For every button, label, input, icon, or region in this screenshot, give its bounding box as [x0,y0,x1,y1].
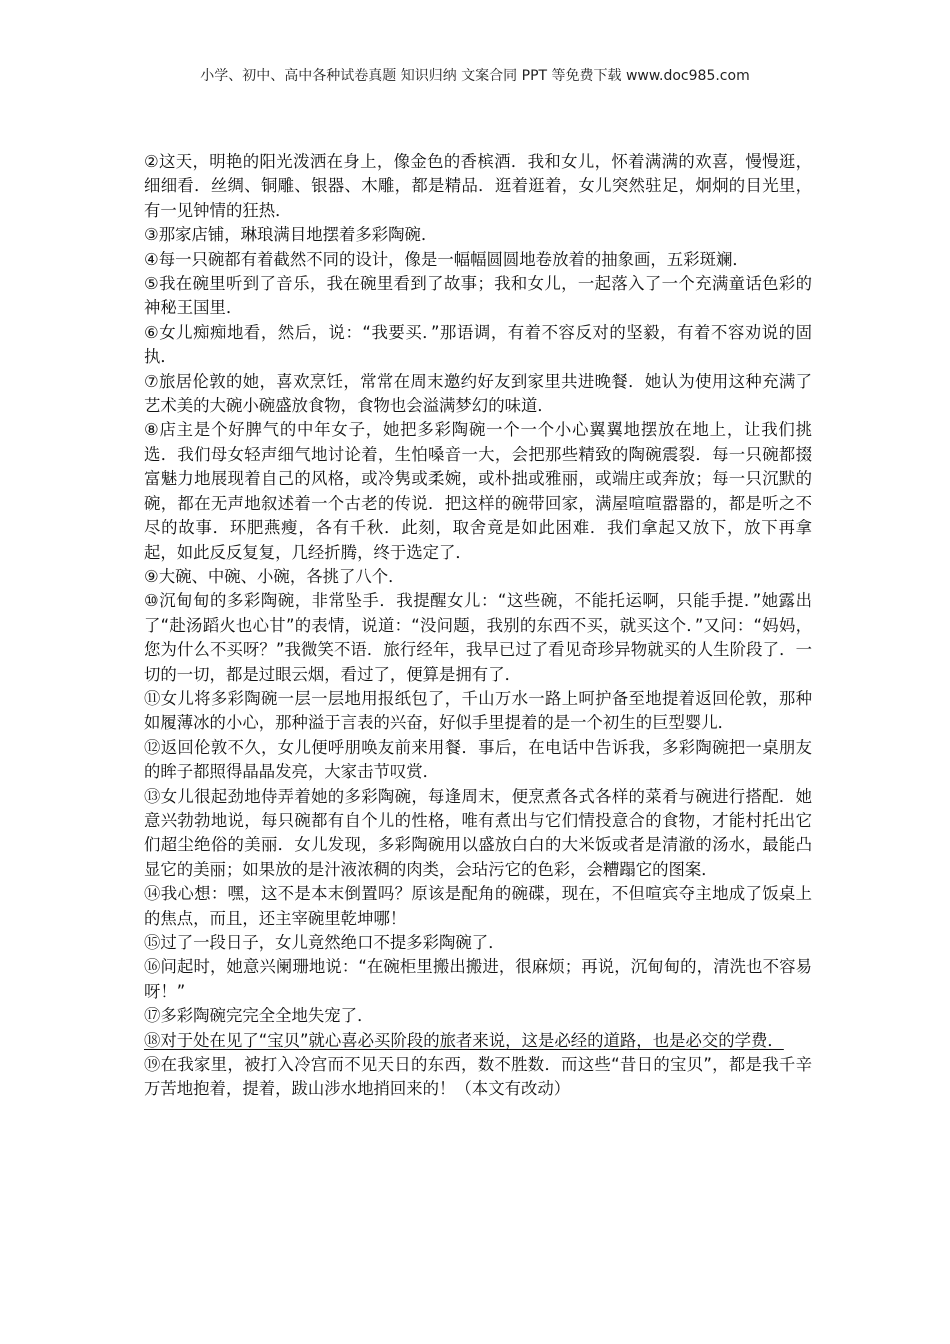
paragraph-16: ⑯问起时，她意兴阑珊地说：“在碗柜里搬出搬进，很麻烦；再说，沉甸甸的，清洗也不容易呀！” [144,957,812,1001]
paragraph-5: ⑤我在碗里听到了音乐，我在碗里看到了故事；我和女儿，一起落入了一个充满童话色彩的神秘王国里． [144,274,812,318]
paragraph-8: ⑧店主是个好脾气的中年女子，她把多彩陶碗一个一个小心翼翼地摆放在地上，让我们挑选．我们母女轻声细气地讨论着，生怕嗓音一大，会把那些精致的陶碗震裂．每一只碗都掇富魅力地展现着自己的风格，或冷隽或柔婉，或朴拙或雅丽，或端庄或奔放；每一只沉默的碗，都在无声地叙述着一个古老的传说．把这样的碗带回家，满屋喧喧嚣嚣的，都是听之不尽的故事．环肥燕瘦，各有千秋．此刻，取舍竟是如此困难．我们拿起又放下，放下再拿起，如此反反复复，几经折腾，终于选定了． [144,420,812,562]
paragraph-2: ②这天，明艳的阳光泼洒在身上，像金色的香槟酒．我和女儿，怀着满满的欢喜，慢慢逛，细细看．丝绸、铜雕、银器、木雕，都是精品．逛着逛着，女儿突然驻足，炯炯的目光里，有一见钟情的狂热． [144,152,812,220]
paragraph-18-underlined [144,1029,812,1053]
paragraph-13: ⑬女儿很起劲地侍弄着她的多彩陶碗，每逢周末，便烹煮各式各样的菜肴与碗进行搭配．她意兴勃勃地说，每只碗都有自个儿的性格，唯有煮出与它们情投意合的食物，才能村托出它们超尘绝俗的美丽．女儿发现，多彩陶碗用以盛放白白的大米饭或者是清澈的汤水，最能凸显它的美丽；如果放的是汁液浓稠的肉类，会玷污它的色彩，会糟蹋它的图案． [144,786,812,879]
paragraph-10: ⑩沉甸甸的多彩陶碗，非常坠手．我提醒女儿：“这些碗，不能托运啊，只能手提．”她露出了“赴汤蹈火也心甘”的表情，说道：“没问题，我别的东西不买，就买这个．”又问：“妈妈，您为什么不买呀？”我微笑不语．旅行经年，我早已过了看见奇珍异物就买的人生阶段了．一切的一切，都是过眼云烟，看过了，便算是拥有了． [144,591,812,684]
paragraph-17: ⑰多彩陶碗完完全全地失宠了． [144,1006,374,1026]
article-body [144,150,812,1102]
paragraph-6: ⑥女儿痴痴地看，然后，说：“我要买．”那语调，有着不容反对的坚毅，有着不容劝说的固执． [144,322,812,367]
paragraph-19: ⑲在我家里，被打入冷宫而不见天日的东西，数不胜数．而这些“昔日的宝贝”，都是我千辛万苦地抱着，提着，跋山涉水地捎回来的！（本文有改动） [144,1055,812,1099]
page-header: 小学、初中、高中各种试卷真题 知识归纳 文案合同 PPT 等免费下载 www.doc985.com [200,68,750,84]
paragraph-14: ⑭我心想：嘿，这不是本末倒置吗？原该是配角的碗碟，现在，不但喧宾夺主地成了饭桌上的焦点，而且，还主宰碗里乾坤哪！ [144,884,812,928]
underlined-sentence: ⑱对于处在见了“宝贝”就心喜必买阶段的旅者来说，这是必经的道路，也是必交的学费． [144,1030,784,1050]
paragraph-11: ⑪女儿将多彩陶碗一层一层地用报纸包了，千山万水一路上呵护备至地提着返回伦敦，那种如履薄冰的小心，那种溢于言表的兴奋，好似手里提着的是一个初生的巨型婴儿． [144,688,812,733]
paragraph-9: ⑨大碗、中碗、小碗，各挑了八个． [144,566,405,586]
paragraph-4: ④每一只碗都有着截然不同的设计，像是一幅幅圆圆地卷放着的抽象画，五彩斑斓． [144,249,749,269]
paragraph-3: ③那家店铺，琳琅满目地摆着多彩陶碗． [144,225,438,245]
paragraph-12: ⑫返回伦敦不久，女儿便呼朋唤友前来用餐．事后，在电话中告诉我，多彩陶碗把一桌朋友的眸子都照得晶晶发亮，大家击节叹赏． [144,737,812,782]
paragraph-7: ⑦旅居伦敦的她，喜欢烹饪，常常在周末邀约好友到家里共进晚餐．她认为使用这种充满了艺术美的大碗小碗盛放食物，食物也会溢满梦幻的味道． [144,371,812,416]
paragraph-15: ⑮过了一段日子，女儿竟然绝口不提多彩陶碗了． [144,933,505,952]
